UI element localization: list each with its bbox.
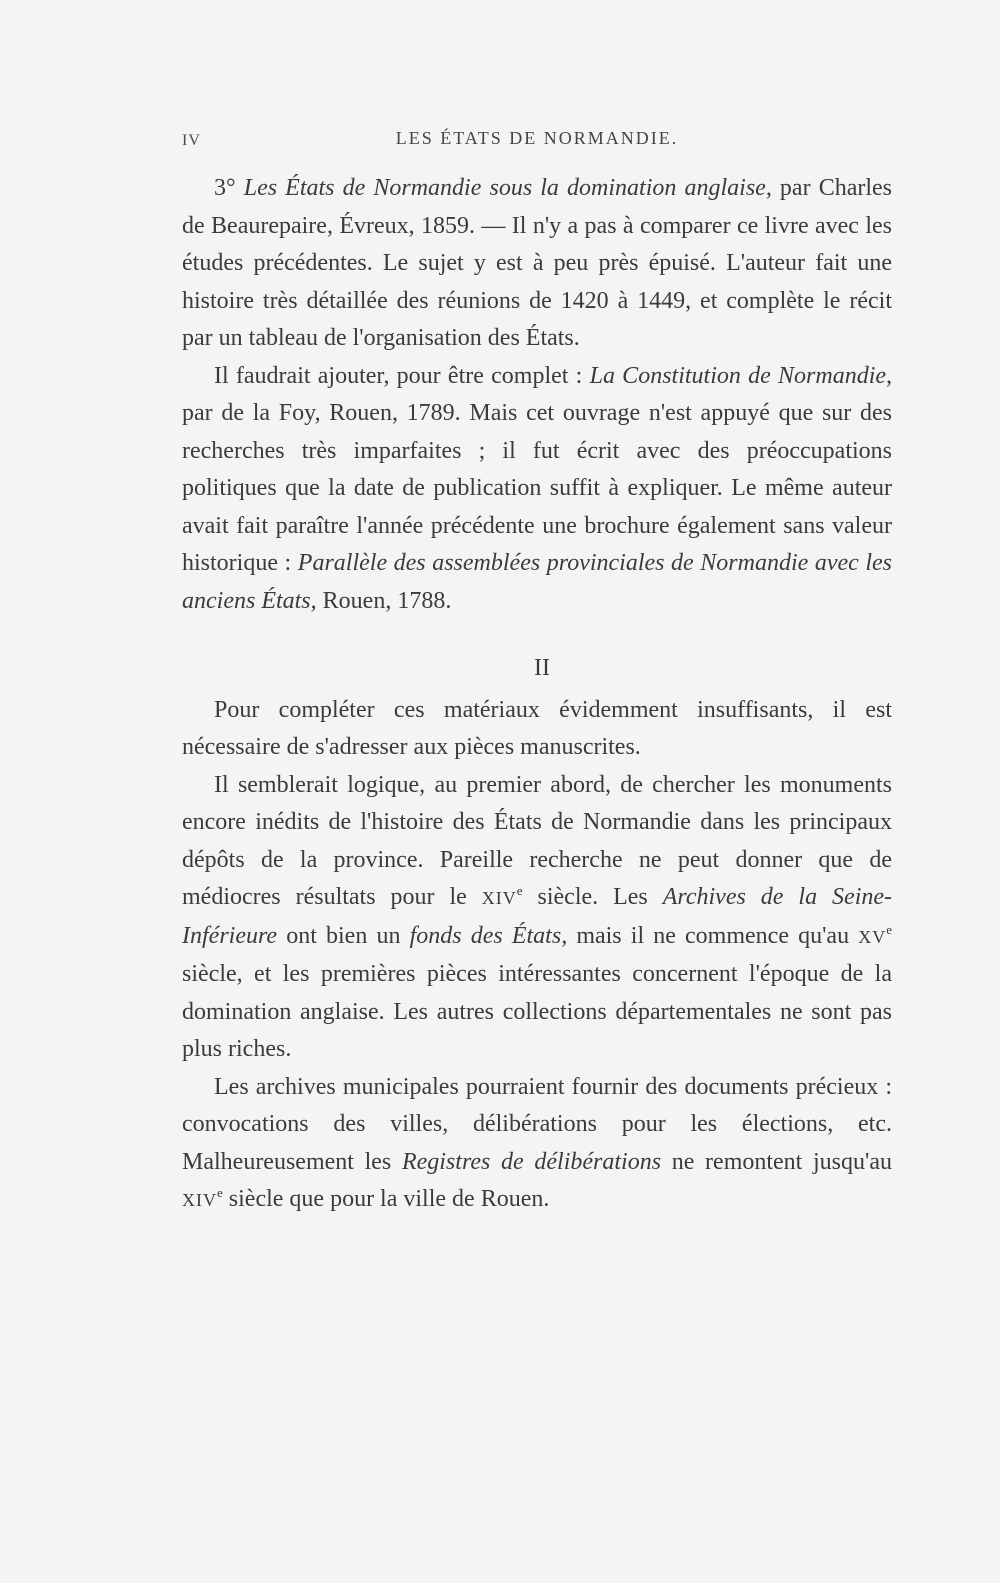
paragraph-text: siècle, et les premières pièces intéressantes concernent l'époque de la domination anglaise. Les autres collections départementales ne sont pas plus riches. xyxy=(182,961,892,1062)
paragraph-text: Il faudrait ajouter, pour être complet : xyxy=(214,362,590,389)
paragraph-bibliography-3 xyxy=(182,170,892,358)
archive-title: fonds des États, xyxy=(409,922,568,949)
paragraph-addendum xyxy=(182,358,892,621)
paragraph-text: ne remontent jusqu'au xyxy=(661,1148,892,1175)
book-title: La Constitution de Normandie, xyxy=(589,362,893,389)
paragraph-text: mais il ne commence qu'au xyxy=(567,922,859,949)
paragraph-manuscripts: Pour compléter ces matériaux évidemment insuffisants, il est nécessaire de s'adresser aux pièces manuscrites. xyxy=(182,696,892,760)
paragraph-text: siècle. Les xyxy=(522,884,663,910)
paragraph-text: ont bien un xyxy=(277,922,410,949)
book-title: Parallèle des assemblées provinciales de Normandie avec les anciens États, xyxy=(182,550,893,614)
paragraph-text: par de la Foy, Rouen, 1789. Mais cet ouvrage n'est appuyé que sur des recherches très imparfaites ; il fut écrit avec des préoccupations politiques que la date de publication suffit à expliquer. Le même auteur avait fait paraître l'année précédente une brochure également sans valeur historique : xyxy=(182,400,892,576)
superscript: e xyxy=(516,883,523,898)
page-header xyxy=(182,128,892,160)
superscript: e xyxy=(217,1185,223,1200)
item-number: 3° xyxy=(214,175,236,201)
body-text xyxy=(182,170,892,1220)
paragraph-text: Il semblerait logique, au premier abord, de chercher les monuments encore inédits de l'histoire des États de Normandie dans les principaux dépôts de la province. Pareille recherche ne peut donner que de médiocres résultats pour le xyxy=(182,771,892,910)
page-number: IV xyxy=(182,132,201,149)
superscript: e xyxy=(886,921,892,937)
book-title: Les États de Normandie sous la domination anglaise, xyxy=(243,175,772,201)
century-numeral: XIV xyxy=(481,888,517,908)
paragraph-text: siècle que pour la ville de Rouen. xyxy=(222,1186,550,1212)
paragraph-municipal-archives xyxy=(182,1069,892,1220)
paragraph-text: par Charles de Beaurepaire, Évreux, 1859. — Il n'y a pas à comparer ce livre avec les études précédentes. Le sujet y est à peu près épuisé. L'auteur fait une histoire très détaillée des réunions de 1420 à 1449, et complète le récit par un tableau de l'organisation des États. xyxy=(182,175,893,351)
century-numeral: XV xyxy=(858,926,887,947)
paragraph-text: Rouen, 1788. xyxy=(316,587,452,614)
archive-title: Registres de délibérations xyxy=(401,1148,662,1175)
century-numeral: XIV xyxy=(182,1190,217,1210)
paragraph-provincial-archives xyxy=(182,767,892,1069)
paragraph-text: Les archives municipales pourraient fournir des documents précieux : convocations des villes, délibérations pour les élections, etc. Malheureusement les xyxy=(182,1073,892,1175)
archive-title: Archives de la Seine-Inférieure xyxy=(182,884,893,949)
running-title: LES ÉTATS DE NORMANDIE. xyxy=(395,128,679,148)
section-heading: II xyxy=(534,655,550,681)
